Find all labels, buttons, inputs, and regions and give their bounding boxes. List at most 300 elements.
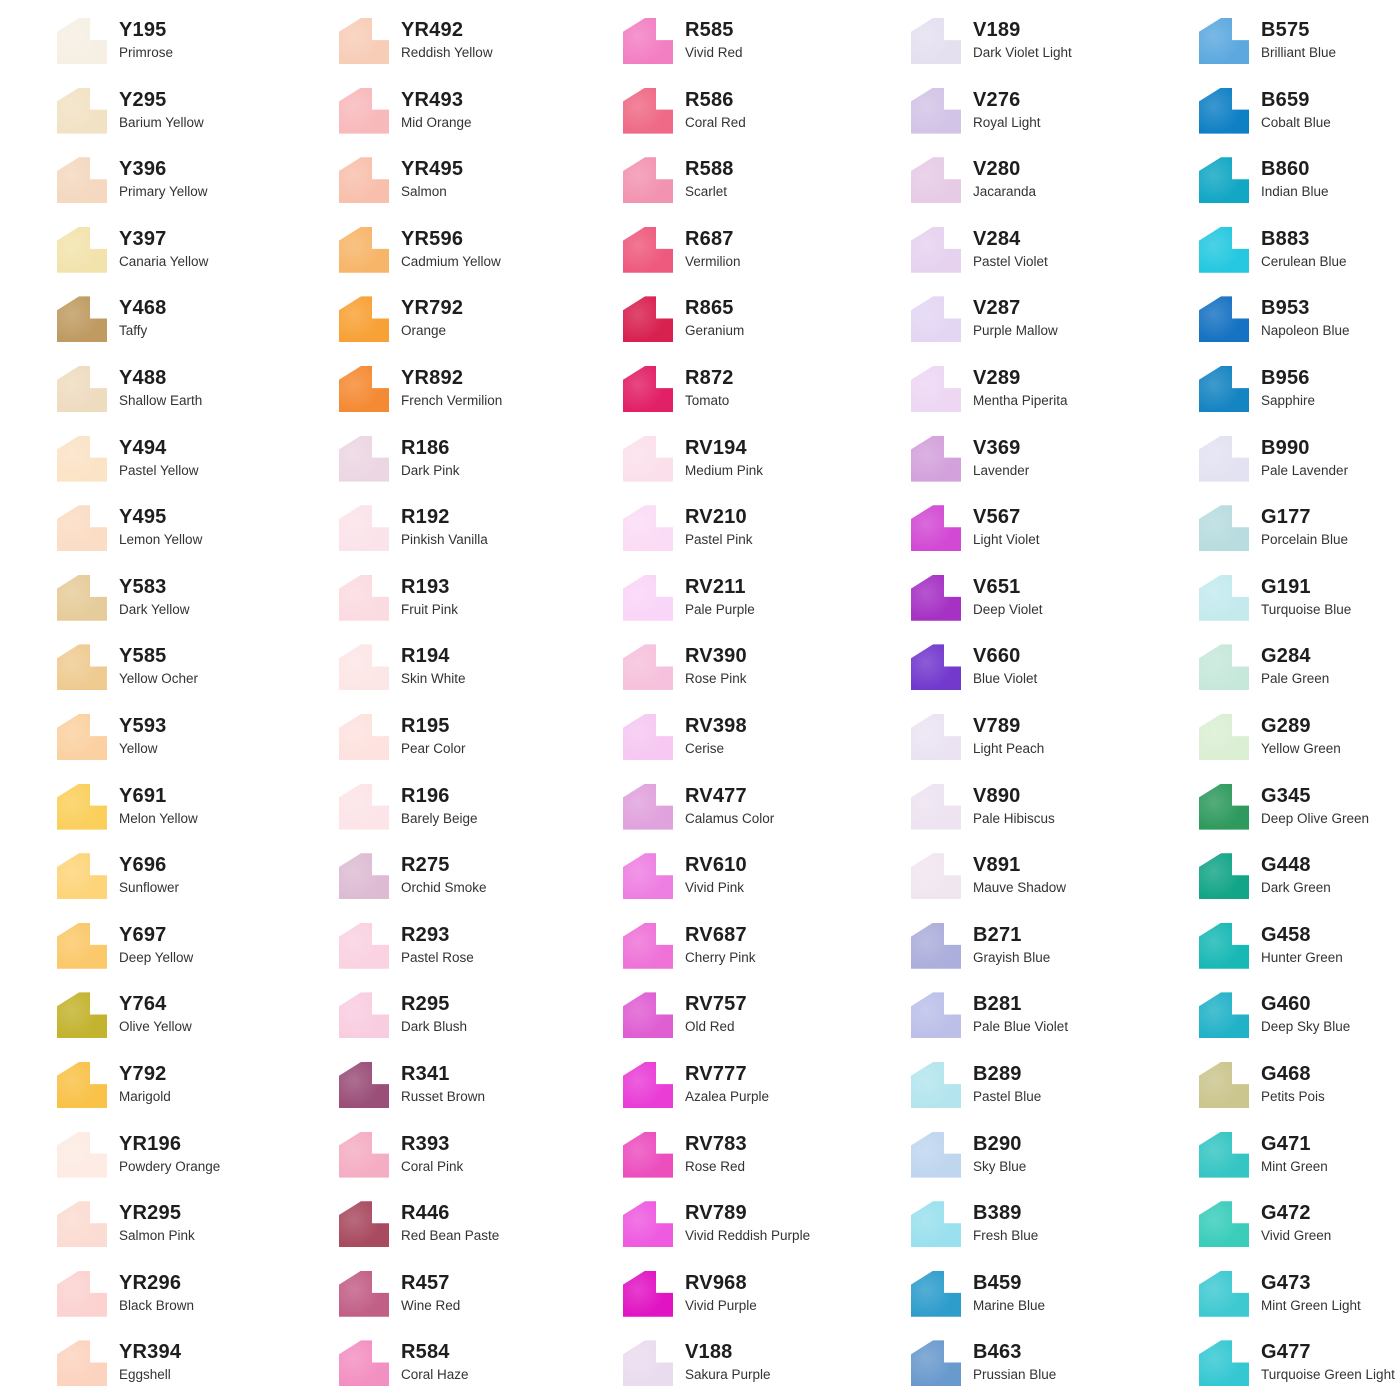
- color-code: R457: [401, 1271, 450, 1294]
- swatch-item: [623, 227, 913, 287]
- color-code: R588: [685, 158, 734, 181]
- swatch-item: [1199, 644, 1400, 704]
- color-code: RV390: [685, 645, 747, 668]
- swatch-item: [911, 784, 1201, 844]
- color-name: Coral Pink: [401, 1158, 464, 1174]
- color-name: Wine Red: [401, 1297, 461, 1313]
- color-name: Orange: [401, 323, 447, 339]
- color-swatch-icon: [339, 575, 389, 621]
- swatch-item: [339, 227, 629, 287]
- color-code: G345: [1261, 784, 1311, 807]
- color-swatch-icon: [1199, 1340, 1249, 1386]
- color-name: Lemon Yellow: [119, 532, 203, 548]
- color-code: R586: [685, 88, 734, 111]
- color-swatch-icon: [1199, 1132, 1249, 1178]
- color-name: Deep Sky Blue: [1261, 1019, 1351, 1035]
- color-name: Lavender: [973, 462, 1030, 478]
- color-swatch-icon: [623, 227, 673, 273]
- color-swatch-icon: [57, 157, 107, 203]
- color-code: R872: [685, 367, 734, 389]
- color-swatch-icon: [339, 992, 389, 1038]
- swatch-item: [623, 714, 913, 774]
- color-name: Primrose: [119, 45, 174, 60]
- swatch-item: [623, 18, 913, 78]
- swatch-item: [57, 157, 347, 217]
- color-name: Pale Green: [1261, 671, 1330, 687]
- color-code: RV398: [685, 715, 747, 737]
- color-swatch-icon: [339, 784, 389, 830]
- color-code: V189: [973, 19, 1021, 41]
- color-code: YR495: [401, 158, 464, 181]
- color-code: B459: [973, 1271, 1022, 1294]
- swatch-item: [623, 505, 913, 565]
- color-code: YR394: [119, 1341, 182, 1364]
- color-name: Coral Red: [685, 114, 746, 130]
- color-swatch-icon: [339, 366, 389, 412]
- color-swatch-icon: [911, 366, 961, 412]
- color-code: V287: [973, 297, 1021, 320]
- color-name: Salmon: [401, 184, 447, 200]
- color-swatch-icon: [911, 644, 961, 690]
- color-swatch-icon: [57, 1271, 107, 1317]
- color-swatch-icon: [339, 644, 389, 690]
- color-name: Skin White: [401, 671, 466, 687]
- color-code: G284: [1261, 645, 1311, 668]
- color-code: B281: [973, 993, 1022, 1016]
- color-name: Napoleon Blue: [1261, 323, 1350, 339]
- swatch-item: [1199, 1340, 1400, 1400]
- color-code: YR196: [119, 1132, 182, 1155]
- color-swatch-icon: [911, 1132, 961, 1178]
- color-code: G460: [1261, 993, 1311, 1016]
- color-name: Prussian Blue: [973, 1367, 1057, 1383]
- color-code: R195: [401, 715, 450, 737]
- color-code: Y488: [119, 367, 167, 389]
- swatch-item: [339, 923, 629, 983]
- color-code: RV783: [685, 1132, 747, 1155]
- swatch-item: [911, 1132, 1201, 1192]
- swatch-item: [623, 1062, 913, 1122]
- color-name: Tomato: [685, 393, 730, 408]
- color-code: Y764: [119, 993, 167, 1016]
- color-name: Deep Violet: [973, 601, 1043, 617]
- color-swatch-icon: [911, 157, 961, 203]
- swatch-item: [623, 853, 913, 913]
- swatch-item: [911, 1271, 1201, 1331]
- color-name: Fruit Pink: [401, 601, 459, 617]
- color-code: R194: [401, 645, 450, 668]
- swatch-item: [911, 1201, 1201, 1261]
- swatch-item: [623, 1340, 913, 1400]
- color-code: Y696: [119, 854, 167, 877]
- swatch-column: [57, 0, 347, 1392]
- color-name: Porcelain Blue: [1261, 532, 1349, 548]
- color-code: V789: [973, 715, 1021, 737]
- color-name: Dark Blush: [401, 1019, 468, 1035]
- swatch-column: [623, 0, 913, 1392]
- color-name: Light Violet: [973, 532, 1040, 548]
- swatch-item: [623, 644, 913, 704]
- swatch-item: [57, 1132, 347, 1192]
- swatch-item: [911, 18, 1201, 78]
- color-swatch-icon: [623, 1062, 673, 1108]
- swatch-item: [57, 644, 347, 704]
- color-swatch-icon: [57, 505, 107, 551]
- swatch-item: [623, 1201, 913, 1261]
- swatch-item: [911, 644, 1201, 704]
- swatch-item: [57, 88, 347, 148]
- color-code: R865: [685, 297, 734, 320]
- color-swatch-icon: [1199, 784, 1249, 830]
- color-code: B463: [973, 1341, 1022, 1364]
- color-code: B389: [973, 1202, 1022, 1225]
- color-code: Y585: [119, 645, 167, 668]
- color-name: Medium Pink: [685, 462, 764, 478]
- color-code: V660: [973, 645, 1021, 668]
- color-swatch-icon: [911, 1062, 961, 1108]
- swatch-item: [339, 1271, 629, 1331]
- color-swatch-icon: [57, 644, 107, 690]
- color-code: YR596: [401, 227, 464, 250]
- color-name: Yellow: [119, 741, 158, 756]
- color-name: Indian Blue: [1261, 184, 1329, 200]
- color-code: RV210: [685, 506, 747, 529]
- color-swatch-icon: [623, 1132, 673, 1178]
- color-code: B575: [1261, 19, 1310, 41]
- color-name: Barium Yellow: [119, 114, 204, 130]
- color-swatch-icon: [623, 157, 673, 203]
- swatch-item: [1199, 157, 1400, 217]
- swatch-item: [57, 923, 347, 983]
- swatch-item: [911, 157, 1201, 217]
- color-code: V284: [973, 227, 1021, 250]
- color-code: Y397: [119, 227, 167, 250]
- color-code: V289: [973, 367, 1021, 389]
- swatch-item: [911, 296, 1201, 356]
- color-swatch-icon: [623, 992, 673, 1038]
- swatch-item: [623, 88, 913, 148]
- color-name: Shallow Earth: [119, 393, 203, 408]
- color-code: B289: [973, 1063, 1022, 1085]
- color-code: R446: [401, 1202, 450, 1225]
- color-swatch-icon: [1199, 992, 1249, 1038]
- color-code: RV610: [685, 854, 747, 877]
- swatch-item: [339, 1062, 629, 1122]
- swatch-item: [911, 436, 1201, 496]
- color-name: Olive Yellow: [119, 1019, 192, 1035]
- swatch-item: [1199, 1271, 1400, 1331]
- color-name: Barely Beige: [401, 810, 478, 826]
- color-code: YR492: [401, 19, 464, 41]
- swatch-column: [1199, 0, 1400, 1392]
- swatch-item: [339, 1132, 629, 1192]
- color-swatch-icon: [911, 784, 961, 830]
- swatch-item: [57, 1271, 347, 1331]
- color-name: Canaria Yellow: [119, 253, 209, 269]
- color-name: Pastel Blue: [973, 1089, 1042, 1104]
- color-swatch-icon: [911, 88, 961, 134]
- color-name: Deep Olive Green: [1261, 810, 1370, 826]
- color-code: V188: [685, 1341, 733, 1364]
- color-name: Pinkish Vanilla: [401, 532, 488, 548]
- color-swatch-icon: [1199, 157, 1249, 203]
- color-name: Sakura Purple: [685, 1367, 771, 1383]
- color-swatch-icon: [57, 1201, 107, 1247]
- color-name: Deep Yellow: [119, 949, 194, 965]
- color-swatch-icon: [911, 436, 961, 482]
- swatch-item: [911, 505, 1201, 565]
- swatch-item: [57, 18, 347, 78]
- color-swatch-icon: [623, 923, 673, 969]
- color-name: Vivid Green: [1261, 1228, 1332, 1244]
- color-code: R584: [401, 1341, 450, 1364]
- color-code: G191: [1261, 575, 1311, 598]
- color-name: Sky Blue: [973, 1158, 1027, 1174]
- color-name: Powdery Orange: [119, 1158, 221, 1174]
- color-code: Y295: [119, 88, 167, 111]
- color-code: B271: [973, 923, 1022, 946]
- swatch-item: [1199, 88, 1400, 148]
- color-swatch-icon: [339, 714, 389, 760]
- color-name: Mid Orange: [401, 114, 472, 130]
- color-name: Pale Hibiscus: [973, 810, 1055, 826]
- color-name: Cadmium Yellow: [401, 253, 501, 269]
- color-name: Yellow Ocher: [119, 671, 199, 687]
- color-swatch-icon: [911, 1201, 961, 1247]
- color-name: Cerise: [685, 741, 725, 756]
- swatch-item: [339, 853, 629, 913]
- swatch-item: [57, 296, 347, 356]
- color-code: R192: [401, 506, 450, 529]
- color-name: Vermilion: [685, 253, 741, 269]
- swatch-item: [57, 992, 347, 1052]
- swatch-item: [1199, 1132, 1400, 1192]
- swatch-item: [339, 88, 629, 148]
- swatch-item: [339, 714, 629, 774]
- color-code: YR296: [119, 1271, 182, 1294]
- color-swatch-icon: [57, 923, 107, 969]
- color-swatch-icon: [1199, 1062, 1249, 1108]
- color-code: R295: [401, 993, 450, 1016]
- color-code: RV477: [685, 784, 747, 807]
- color-swatch-icon: [1199, 644, 1249, 690]
- color-code: G448: [1261, 854, 1311, 877]
- color-name: Old Red: [685, 1019, 735, 1035]
- swatch-item: [339, 296, 629, 356]
- color-swatch-icon: [911, 1271, 961, 1317]
- swatch-item: [1199, 18, 1400, 78]
- color-code: R585: [685, 19, 734, 41]
- swatch-item: [1199, 923, 1400, 983]
- color-name: Pear Color: [401, 741, 466, 756]
- color-swatch-icon: [911, 227, 961, 273]
- color-swatch-icon: [339, 853, 389, 899]
- color-name: Salmon Pink: [119, 1228, 195, 1244]
- color-swatch-icon: [911, 853, 961, 899]
- color-code: R393: [401, 1132, 450, 1155]
- color-name: Pale Blue Violet: [973, 1019, 1069, 1035]
- swatch-item: [911, 853, 1201, 913]
- swatch-item: [1199, 853, 1400, 913]
- color-swatch-icon: [1199, 436, 1249, 482]
- color-swatch-icon: [623, 784, 673, 830]
- swatch-item: [911, 992, 1201, 1052]
- swatch-item: [911, 366, 1201, 426]
- color-code: Y593: [119, 715, 167, 737]
- color-swatch-icon: [57, 18, 107, 64]
- swatch-item: [1199, 714, 1400, 774]
- color-name: Royal Light: [973, 114, 1041, 130]
- color-code: B883: [1261, 227, 1310, 250]
- color-code: G473: [1261, 1271, 1311, 1294]
- color-swatch-icon: [911, 575, 961, 621]
- color-swatch-icon: [1199, 575, 1249, 621]
- color-name: Orchid Smoke: [401, 880, 487, 896]
- color-code: V276: [973, 88, 1021, 111]
- color-swatch-icon: [57, 296, 107, 342]
- color-code: V890: [973, 784, 1021, 807]
- color-name: Sapphire: [1261, 393, 1316, 408]
- color-code: G471: [1261, 1132, 1311, 1155]
- color-swatch-icon: [57, 436, 107, 482]
- color-name: Red Bean Paste: [401, 1228, 500, 1244]
- color-code: Y792: [119, 1063, 167, 1085]
- color-code: B956: [1261, 367, 1310, 389]
- color-code: V891: [973, 854, 1021, 877]
- color-name: Fresh Blue: [973, 1228, 1039, 1244]
- color-swatch-icon: [339, 1271, 389, 1317]
- color-swatch-icon: [911, 18, 961, 64]
- color-swatch-icon: [623, 575, 673, 621]
- color-name: Azalea Purple: [685, 1089, 770, 1104]
- color-swatch-icon: [623, 436, 673, 482]
- color-code: YR493: [401, 88, 464, 111]
- color-code: G472: [1261, 1202, 1311, 1225]
- color-code: RV968: [685, 1271, 747, 1294]
- color-swatch-icon: [623, 366, 673, 412]
- color-name: Scarlet: [685, 184, 728, 200]
- color-swatch-icon: [1199, 227, 1249, 273]
- color-swatch-icon: [911, 992, 961, 1038]
- color-swatch-icon: [339, 1201, 389, 1247]
- color-name: Pale Purple: [685, 601, 755, 617]
- color-name: Russet Brown: [401, 1089, 486, 1104]
- color-name: Yellow Green: [1261, 741, 1341, 756]
- color-code: R193: [401, 575, 450, 598]
- color-code: Y494: [119, 436, 167, 459]
- color-swatch-icon: [1199, 88, 1249, 134]
- swatch-item: [339, 1201, 629, 1261]
- color-swatch-icon: [57, 1062, 107, 1108]
- swatch-item: [1199, 1201, 1400, 1261]
- color-name: Jacaranda: [973, 184, 1037, 200]
- swatch-item: [57, 505, 347, 565]
- color-name: Eggshell: [119, 1367, 171, 1383]
- color-name: French Vermilion: [401, 393, 503, 408]
- color-name: Rose Red: [685, 1158, 746, 1174]
- color-swatch-icon: [623, 1340, 673, 1386]
- color-swatch-icon: [57, 1340, 107, 1386]
- color-name: Dark Pink: [401, 462, 460, 478]
- color-name: Pastel Pink: [685, 532, 753, 548]
- swatch-item: [911, 1062, 1201, 1122]
- color-swatch-icon: [1199, 366, 1249, 412]
- swatch-item: [339, 1340, 629, 1400]
- color-code: Y495: [119, 506, 167, 529]
- color-code: R341: [401, 1063, 450, 1085]
- color-swatch-icon: [1199, 1271, 1249, 1317]
- color-code: R687: [685, 227, 734, 250]
- color-swatch-icon: [1199, 296, 1249, 342]
- swatch-column: [339, 0, 629, 1392]
- color-name: Pastel Rose: [401, 949, 474, 965]
- color-name: Marine Blue: [973, 1297, 1046, 1313]
- color-name: Cerulean Blue: [1261, 253, 1347, 269]
- color-name: Vivid Purple: [685, 1297, 757, 1313]
- swatch-item: [339, 157, 629, 217]
- color-name: Vivid Red: [685, 45, 743, 60]
- swatch-item: [911, 227, 1201, 287]
- color-name: Dark Violet Light: [973, 45, 1072, 60]
- color-swatch-icon: [339, 296, 389, 342]
- color-code: RV687: [685, 923, 747, 946]
- swatch-item: [339, 575, 629, 635]
- color-name: Blue Violet: [973, 671, 1038, 687]
- color-swatch-icon: [623, 296, 673, 342]
- swatch-item: [623, 784, 913, 844]
- color-swatch-icon: [911, 505, 961, 551]
- swatch-item: [57, 853, 347, 913]
- swatch-item: [911, 88, 1201, 148]
- color-code: Y396: [119, 158, 167, 181]
- swatch-item: [623, 1271, 913, 1331]
- swatch-item: [1199, 575, 1400, 635]
- color-name: Taffy: [119, 323, 148, 339]
- color-swatch-icon: [339, 1340, 389, 1386]
- color-swatch-icon: [57, 227, 107, 273]
- color-code: V567: [973, 506, 1021, 529]
- swatch-item: [1199, 296, 1400, 356]
- color-swatch-icon: [1199, 923, 1249, 969]
- color-name: Vivid Reddish Purple: [685, 1228, 811, 1244]
- color-swatch-icon: [339, 1132, 389, 1178]
- color-name: Brilliant Blue: [1261, 45, 1337, 60]
- swatch-item: [1199, 436, 1400, 496]
- swatch-item: [911, 575, 1201, 635]
- swatch-item: [339, 436, 629, 496]
- color-name: Black Brown: [119, 1297, 195, 1313]
- swatch-column: [911, 0, 1201, 1392]
- swatch-item: [1199, 366, 1400, 426]
- swatch-item: [57, 714, 347, 774]
- swatch-item: [1199, 784, 1400, 844]
- color-code: G177: [1261, 506, 1311, 529]
- color-name: Mentha Piperita: [973, 393, 1068, 408]
- color-name: Pastel Violet: [973, 253, 1048, 269]
- color-name: Coral Haze: [401, 1367, 469, 1383]
- swatch-item: [339, 992, 629, 1052]
- color-swatch-icon: [57, 992, 107, 1038]
- color-swatch-icon: [57, 366, 107, 412]
- swatch-item: [57, 575, 347, 635]
- swatch-item: [1199, 505, 1400, 565]
- color-swatch-icon: [1199, 18, 1249, 64]
- color-swatch-icon: [623, 853, 673, 899]
- color-swatch-icon: [1199, 1201, 1249, 1247]
- swatch-item: [623, 366, 913, 426]
- swatch-item: [911, 923, 1201, 983]
- color-code: G477: [1261, 1341, 1311, 1364]
